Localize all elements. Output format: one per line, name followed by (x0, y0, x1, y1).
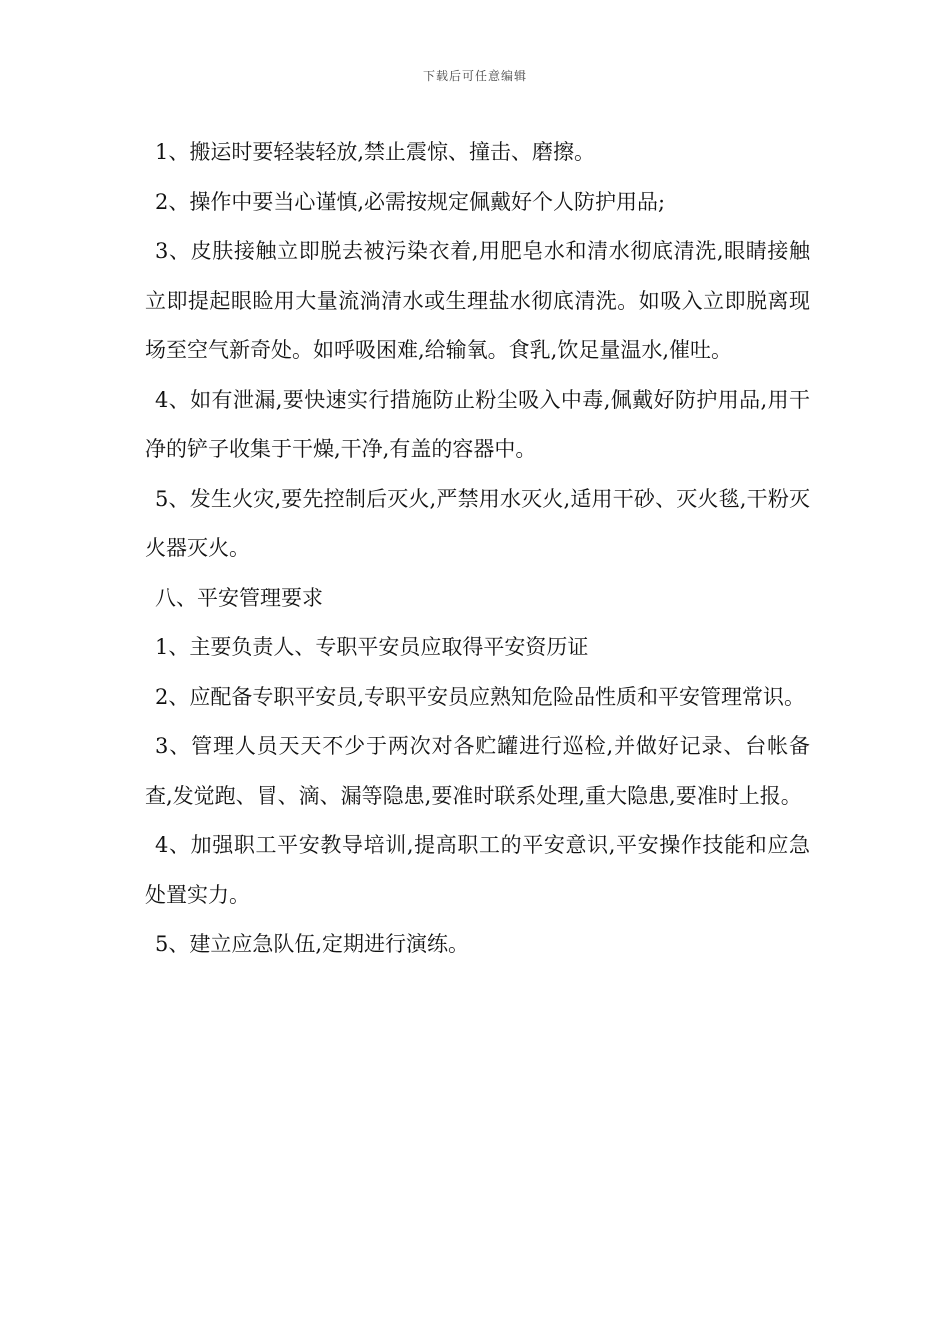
paragraph-safety-5: 5、建立应急队伍,定期进行演练。 (155, 932, 470, 956)
paragraph-handling-3: 3、皮肤接触立即脱去被污染衣着,用肥皂水和清水彻底清洗,眼睛接触立即提起眼睑用大量流淌清水或生理盐水彻底清洗。如吸入立即脱离现场至空气新奇处。如呼吸困难,给输氧。食乳,饮足量温水,催吐。 (145, 239, 810, 362)
document-body (145, 128, 810, 970)
paragraph-safety-2: 2、应配备专职平安员,专职平安员应熟知危险品性质和平安管理常识。 (155, 684, 806, 709)
paragraph-handling-1: 1、搬运时要轻装轻放,禁止震惊、撞击、磨擦。 (155, 140, 596, 164)
paragraph-handling-5: 5、发生火灾,要先控制后灭火,严禁用水灭火,适用干砂、灭火毯,干粉灭火器灭火。 (145, 486, 810, 560)
paragraph-safety-4: 4、加强职工平安教导培训,提高职工的平安意识,平安操作技能和应急处置实力。 (145, 833, 810, 907)
paragraph-handling-2: 2、操作中要当心谨慎,必需按规定佩戴好个人防护用品; (155, 189, 666, 214)
paragraph-handling-4: 4、如有泄漏,要快速实行措施防止粉尘吸入中毒,佩戴好防护用品,用干净的铲子收集于干燥,干净,有盖的容器中。 (145, 387, 810, 461)
paragraph-safety-1: 1、主要负责人、专职平安员应取得平安资历证 (155, 635, 589, 659)
page-header: 下载后可任意编辑 (422, 69, 527, 83)
paragraph-safety-3: 3、管理人员天天不少于两次对各贮罐进行巡检,并做好记录、台帐备查,发觉跑、冒、滴、漏等隐患,要准时联系处理,重大隐患,要准时上报。 (145, 734, 810, 808)
section-heading-safety: 八、平安管理要求 (155, 585, 323, 610)
